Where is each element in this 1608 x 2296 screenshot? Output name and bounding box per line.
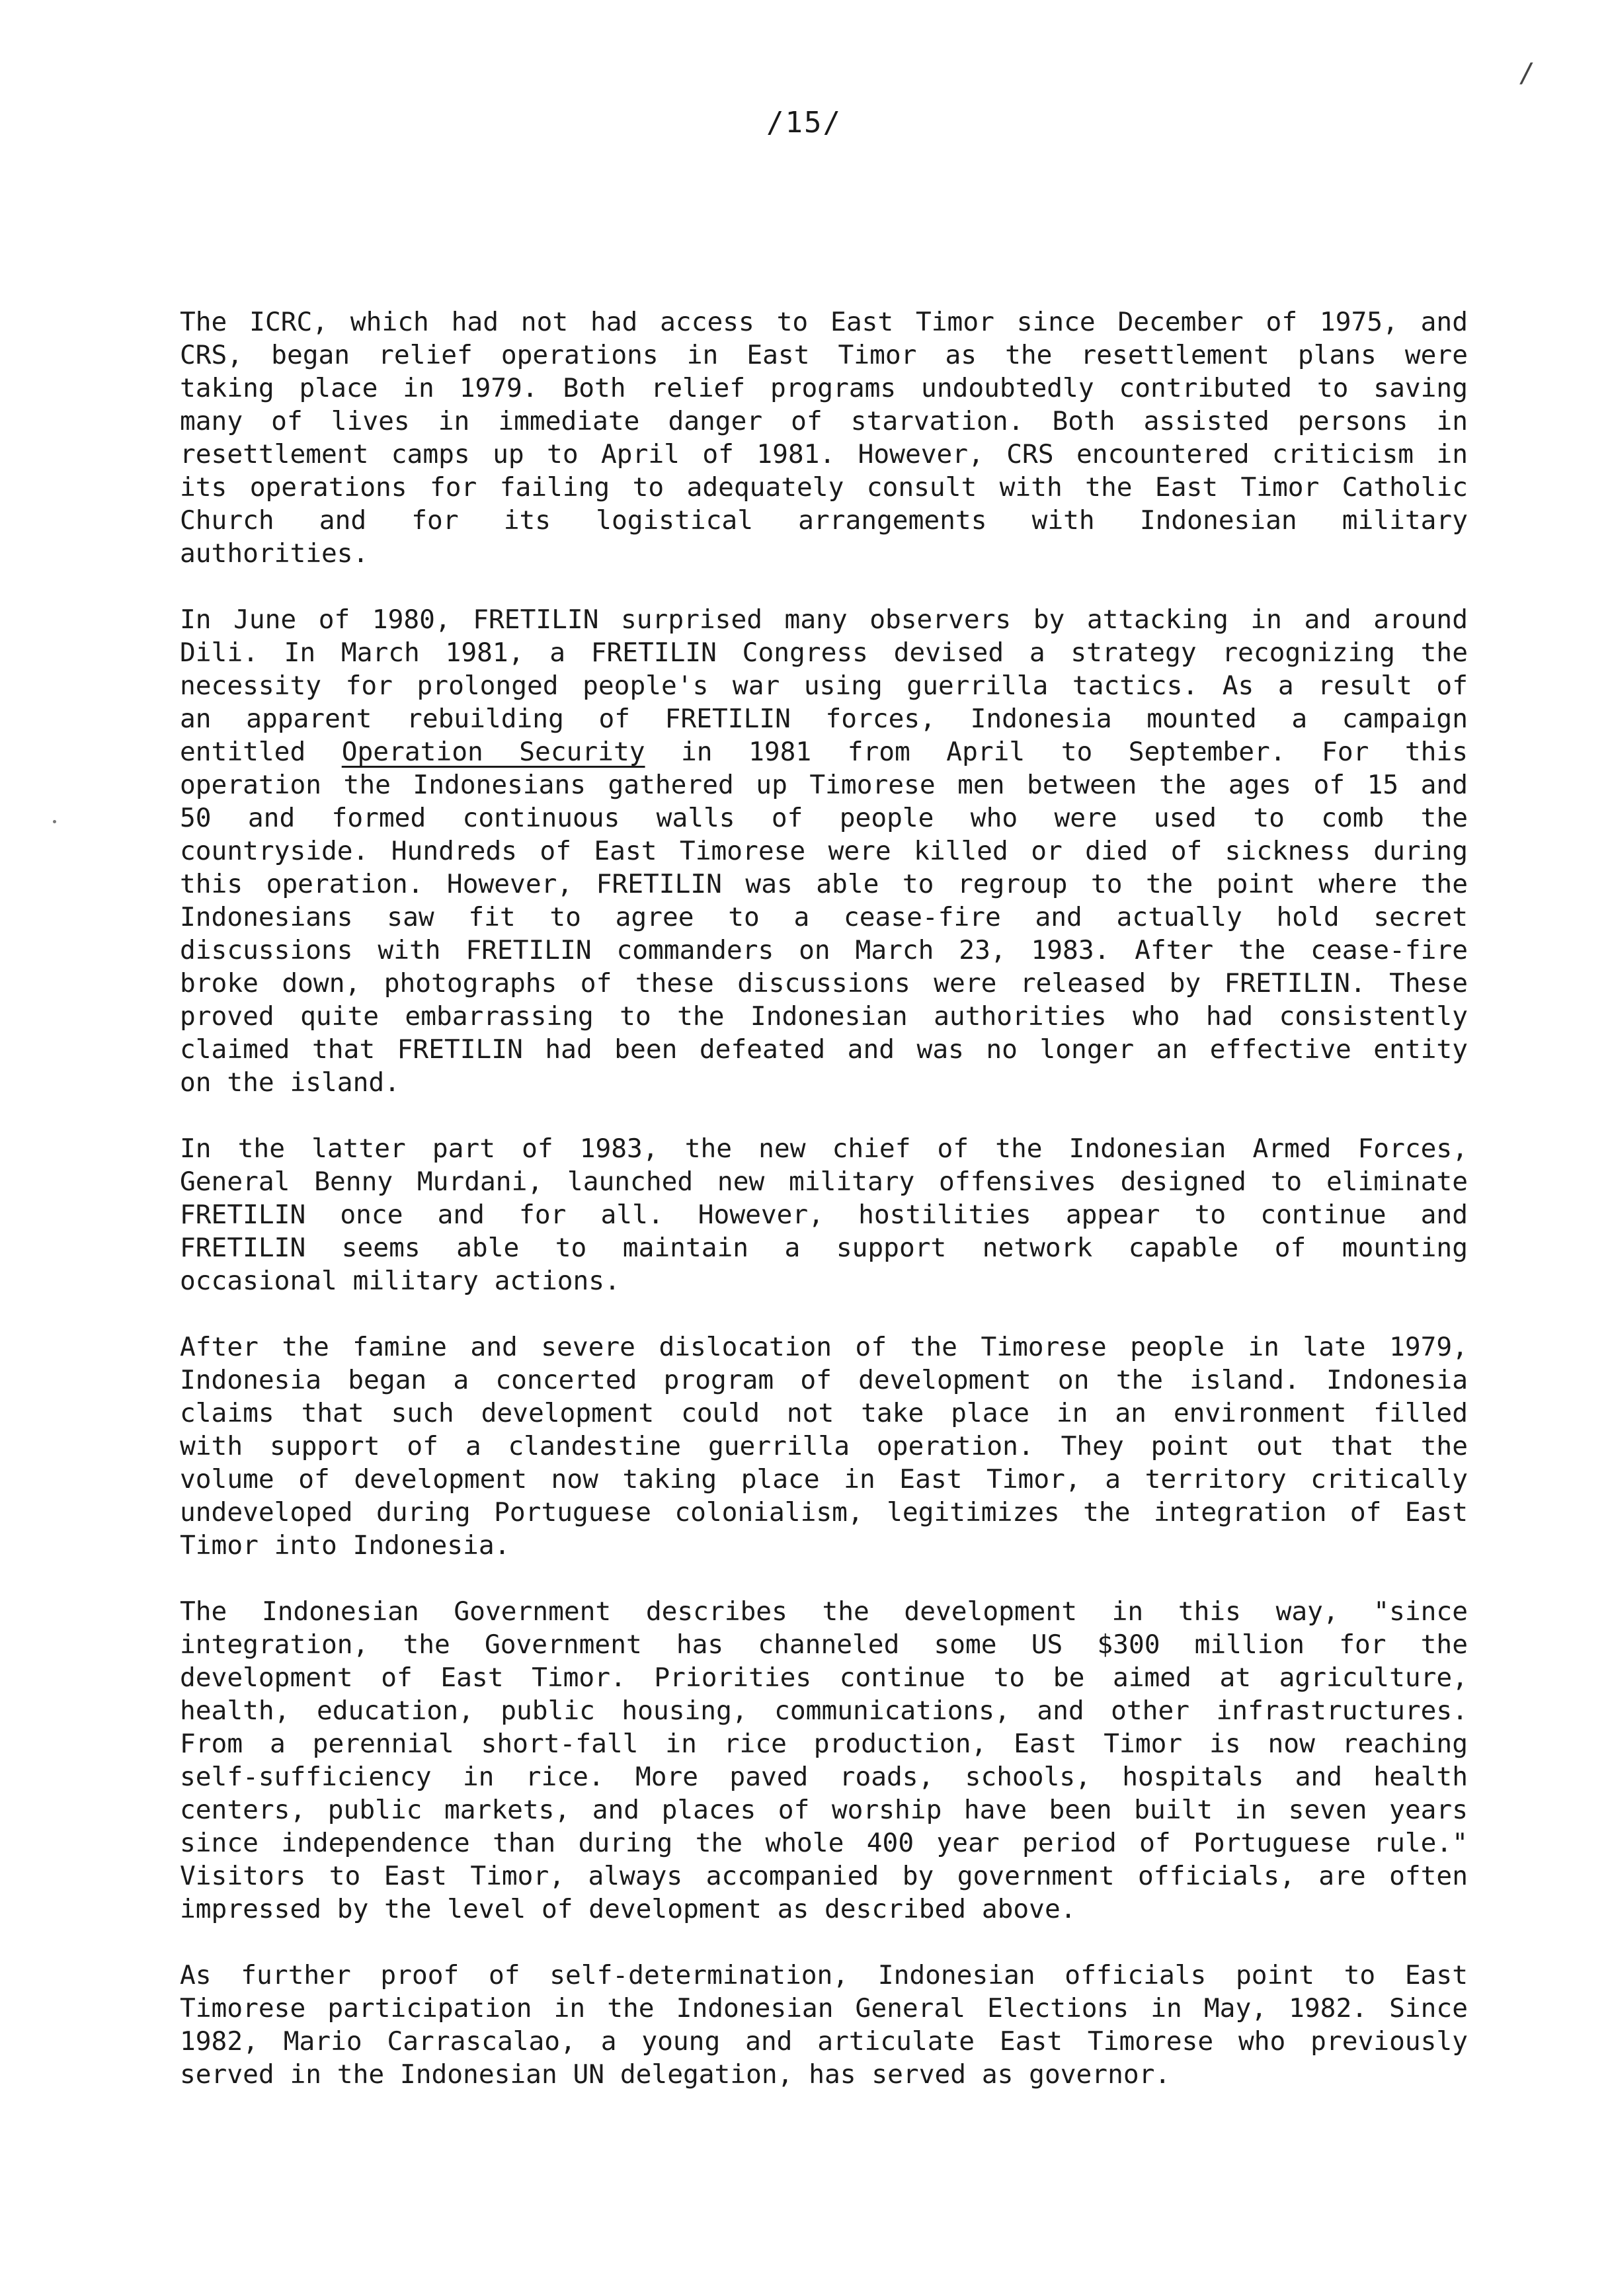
text-line: an apparent rebuilding of FRETILIN forces, Indonesia mounted a campaign: [180, 704, 1468, 734]
margin-dot: [53, 820, 56, 823]
paragraph: [180, 1132, 1468, 1297]
text-line: taking place in 1979. Both relief programs undoubtedly contributed to saving: [180, 373, 1468, 403]
text-line: The ICRC, which had not had access to East Timor since December of 1975, and: [180, 307, 1468, 337]
text-line: on the island.: [180, 1067, 400, 1098]
text-line: claims that such development could not take place in an environment filled: [180, 1398, 1468, 1428]
text-line: Visitors to East Timor, always accompanied by government officials, are often: [180, 1861, 1468, 1891]
text-run: entitled: [180, 737, 342, 767]
page-number: /15/: [766, 106, 842, 140]
text-line: resettlement camps up to April of 1981. However, CRS encountered criticism in: [180, 439, 1468, 470]
text-line: necessity for prolonged people's war using guerrilla tactics. As a result of: [180, 671, 1468, 701]
text-line: occasional military actions.: [180, 1266, 620, 1296]
text-line: Timorese participation in the Indonesian General Elections in May, 1982. Since: [180, 1993, 1468, 2024]
text-line: since independence than during the whole 400 year period of Portuguese rule.": [180, 1828, 1468, 1858]
text-line: Church and for its logistical arrangements with Indonesian military: [180, 505, 1468, 536]
paragraph: [180, 1595, 1468, 1926]
paragraph: [180, 1331, 1468, 1562]
text-line: health, education, public housing, communications, and other infrastructures.: [180, 1696, 1468, 1726]
text-line: The Indonesian Government describes the development in this way, "since: [180, 1596, 1468, 1627]
text-line: countryside. Hundreds of East Timorese were killed or died of sickness during: [180, 836, 1468, 866]
text-line: Indonesians saw fit to agree to a cease-fire and actually hold secret: [180, 902, 1468, 932]
text-line: [180, 735, 1468, 768]
text-line: Timor into Indonesia.: [180, 1530, 510, 1561]
paragraph: [180, 306, 1468, 570]
paragraph: [180, 603, 1468, 1099]
text-line: discussions with FRETILIN commanders on March 23, 1983. After the cease-fire: [180, 935, 1468, 965]
text-line: In June of 1980, FRETILIN surprised many observers by attacking in and around: [180, 604, 1468, 635]
text-line: FRETILIN seems able to maintain a support network capable of mounting: [180, 1233, 1468, 1263]
text-line: operation the Indonesians gathered up Timorese men between the ages of 15 and: [180, 770, 1468, 800]
text-line: broke down, photographs of these discussions were released by FRETILIN. These: [180, 968, 1468, 999]
text-line: As further proof of self-determination, Indonesian officials point to East: [180, 1960, 1468, 1990]
text-line: CRS, began relief operations in East Timor as the resettlement plans were: [180, 340, 1468, 370]
text-line: proved quite embarrassing to the Indonesian authorities who had consistently: [180, 1001, 1468, 1032]
text-line: undeveloped during Portuguese colonialism, legitimizes the integration of East: [180, 1497, 1468, 1528]
text-line: this operation. However, FRETILIN was able to regroup to the point where the: [180, 869, 1468, 899]
text-line: 1982, Mario Carrascalao, a young and articulate East Timorese who previously: [180, 2026, 1468, 2057]
text-line: Dili. In March 1981, a FRETILIN Congress devised a strategy recognizing the: [180, 637, 1468, 668]
text-line: Indonesia began a concerted program of development on the island. Indonesia: [180, 1365, 1468, 1395]
body-text: [180, 306, 1468, 2124]
paragraph: [180, 1959, 1468, 2091]
text-line: volume of development now taking place in East Timor, a territory critically: [180, 1464, 1468, 1495]
text-line: integration, the Government has channeled some US $300 million for the: [180, 1629, 1468, 1660]
text-line: with support of a clandestine guerrilla operation. They point out that the: [180, 1431, 1468, 1461]
text-line: From a perennial short-fall in rice production, East Timor is now reaching: [180, 1729, 1468, 1759]
text-line: authorities.: [180, 538, 369, 569]
text-line: General Benny Murdani, launched new military offensives designed to eliminate: [180, 1167, 1468, 1197]
text-line: many of lives in immediate danger of starvation. Both assisted persons in: [180, 406, 1468, 436]
text-run: in 1981 from April to September. For this: [645, 737, 1468, 767]
text-line: claimed that FRETILIN had been defeated and was no longer an effective entity: [180, 1034, 1468, 1065]
text-line: impressed by the level of development as described above.: [180, 1894, 1076, 1924]
text-line: self-sufficiency in rice. More paved roads, schools, hospitals and health: [180, 1762, 1468, 1792]
text-line: served in the Indonesian UN delegation, has served as governor.: [180, 2059, 1171, 2090]
text-line: development of East Timor. Priorities continue to be aimed at agriculture,: [180, 1662, 1468, 1693]
underlined-title: Operation Security: [341, 737, 645, 767]
text-line: 50 and formed continuous walls of people who were used to comb the: [180, 803, 1468, 833]
text-line: its operations for failing to adequately consult with the East Timor Catholic: [180, 472, 1468, 503]
text-line: centers, public markets, and places of worship have been built in seven years: [180, 1795, 1468, 1825]
text-line: FRETILIN once and for all. However, hostilities appear to continue and: [180, 1200, 1468, 1230]
corner-mark: /: [1519, 58, 1535, 89]
text-line: In the latter part of 1983, the new chief of the Indonesian Armed Forces,: [180, 1133, 1468, 1164]
text-line: After the famine and severe dislocation of the Timorese people in late 1979,: [180, 1332, 1468, 1362]
